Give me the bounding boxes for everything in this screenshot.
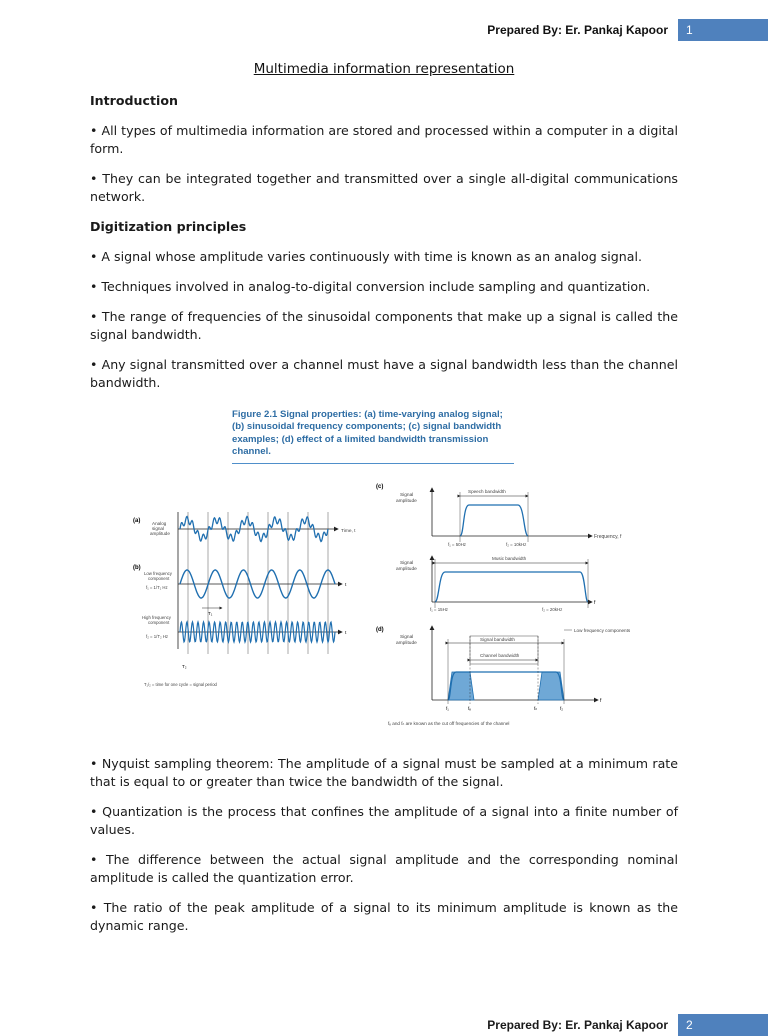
label-signal-amp-3: Signal amplitude <box>396 635 417 646</box>
signal-properties-figure <box>130 404 650 734</box>
label-signal-amp-2: Signal amplitude <box>396 561 417 572</box>
page-header <box>487 19 768 41</box>
body-text <box>90 92 678 404</box>
bullet-paragraph: • Techniques involved in analog-to-digital conversion include sampling and quantization. <box>90 279 651 294</box>
label-t-high: t <box>345 631 347 636</box>
label-speech-bw: Speech bandwidth <box>468 489 506 494</box>
prepared-by-label: Prepared By: Er. Pankaj Kapoor <box>487 23 668 37</box>
label-T2: T₂ <box>182 664 187 669</box>
label-f2: f₂ <box>560 706 564 711</box>
speech-band-curve <box>460 505 528 536</box>
label-music-bw: Music bandwidth <box>492 556 527 561</box>
label-f15: f₁ = 15Hz <box>430 607 448 612</box>
label-cutoff-note: fₑ and fₙ are known as the cut off frequencies of the channel <box>388 721 510 726</box>
bullet-paragraph: • They can be integrated together and transmitted over a single all-digital communications network. <box>90 171 678 204</box>
section-heading-digitization: Digitization principles <box>90 219 247 234</box>
bullet-paragraph: • A signal whose amplitude varies continuously with time is known as an analog signal. <box>90 249 642 264</box>
closing-text <box>90 755 678 947</box>
bullet-paragraph: • The difference between the actual signal amplitude and the corresponding nominal amplitude is called the quantization error. <box>90 852 678 885</box>
label-f20k: f₂ = 20kHz <box>542 607 563 612</box>
bullet-paragraph: • The range of frequencies of the sinusoidal components that make up a signal is called the signal bandwidth. <box>90 309 678 342</box>
figure-caption: Figure 2.1 Signal properties: (a) time-varying analog signal; (b) sinusoidal frequency components; (c) signal bandwidth examples; (d) effect of a limited bandwidth transmission channel. <box>232 409 514 464</box>
bullet-paragraph: • All types of multimedia information are stored and processed within a computer in a digital form. <box>90 123 678 156</box>
label-f10k: f₂ = 10kHz <box>506 542 527 547</box>
footer-page-number: 2 <box>678 1014 768 1036</box>
label-T1: T₁ <box>208 611 213 616</box>
bullet-paragraph: • Quantization is the process that confines the amplitude of a signal into a finite number of values. <box>90 804 678 837</box>
label-f-music: f <box>594 600 596 606</box>
bullet-paragraph: • The ratio of the peak amplitude of a signal to its minimum amplitude is known as the dynamic range. <box>90 900 678 933</box>
label-d: (d) <box>376 627 384 633</box>
page-footer <box>487 1014 768 1036</box>
label-time: Time, t <box>341 529 356 534</box>
page-number-badge: 1 <box>678 19 768 41</box>
label-analog: Analog signal amplitude <box>150 521 170 536</box>
bullet-paragraph: • Any signal transmitted over a channel must have a signal bandwidth less than the channel bandwidth. <box>90 357 678 390</box>
lost-high-band <box>538 672 564 700</box>
label-chan-bw: Channel bandwidth <box>480 653 520 658</box>
bullet-paragraph: • Nyquist sampling theorem: The amplitude of a signal must be sampled at a minimum rate that is equal to or greater than twice the bandwidth of the signal. <box>90 756 678 789</box>
label-c: (c) <box>376 484 384 490</box>
label-low: Low frequency component <box>144 571 172 581</box>
label-low-f: f₁ = 1/T₁ Hz <box>146 585 168 590</box>
page-title: Multimedia information representation <box>253 61 515 77</box>
label-a: (a) <box>133 518 141 524</box>
label-fH: fₙ <box>534 706 538 711</box>
footer-prepared-by: Prepared By: Er. Pankaj Kapoor <box>487 1018 668 1032</box>
label-frequency: Frequency, f <box>594 534 622 540</box>
label-tcycle: T₁/₂ = time for one cycle = signal period <box>144 682 217 687</box>
section-heading-introduction: Introduction <box>90 93 178 108</box>
label-signal-amp-1: Signal amplitude <box>396 493 417 504</box>
label-f-d: f <box>600 698 602 704</box>
label-high-f: f₂ = 1/T₂ Hz <box>146 634 169 639</box>
label-lowfreq-comp: Low frequency components <box>574 628 631 633</box>
label-f50: f₁ = 50Hz <box>448 542 466 547</box>
label-fc: fₑ <box>468 706 471 711</box>
label-b: (b) <box>133 565 141 571</box>
music-band-curve <box>435 572 588 602</box>
label-fL: f₁ <box>446 706 449 711</box>
label-high: High frequency component <box>142 615 171 625</box>
label-t-low: t <box>345 583 347 588</box>
label-sig-bw: Signal bandwidth <box>480 637 515 642</box>
